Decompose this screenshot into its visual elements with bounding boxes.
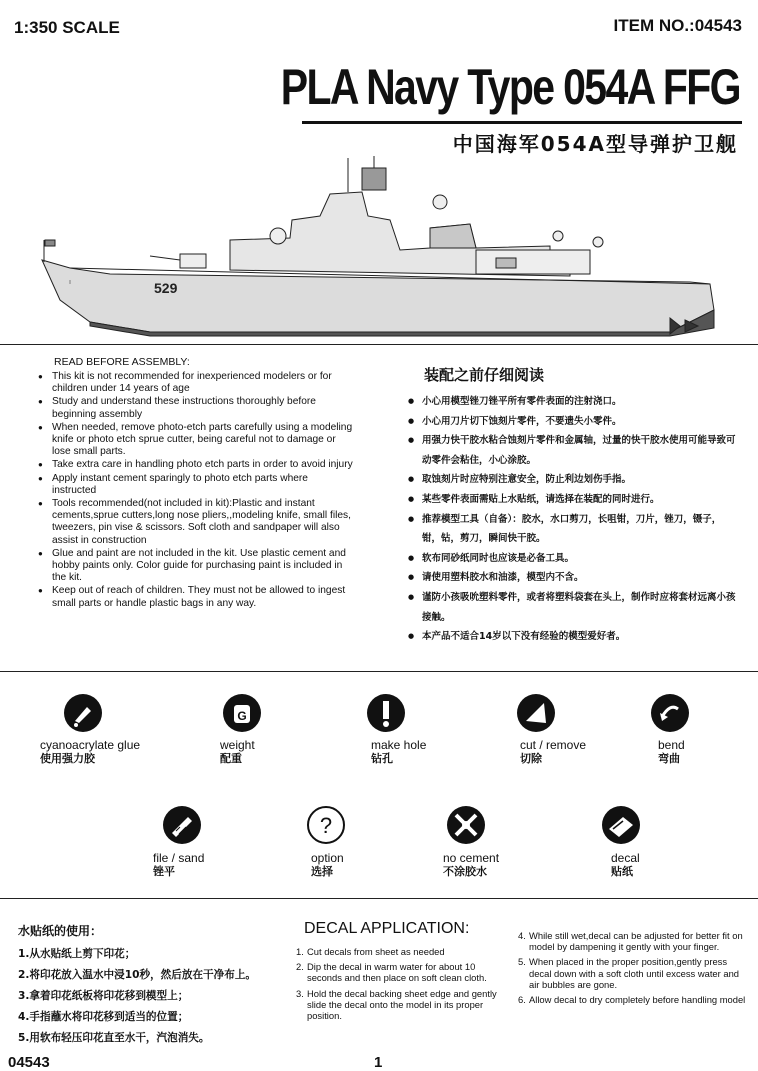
list-item: ● Glue and paint are not included in the kit. Use plastic cement and hobby paints only. Color guide for purchasing paint is included in the kit. [34,548,354,585]
list-item: ● 取蚀刻片时应特别注意安全，防止利边划伤手指。 [408,470,738,490]
list-item: 3.拿着印花纸板将印花移到模型上； [18,990,189,1002]
list-item: 5. When placed in the proper position,gently press decal down with a soft cloth until excess water and air bubbles are gone. [518,956,740,990]
decal-icon [601,805,641,850]
page-title: PLA Navy Type 054A FFG [280,59,740,115]
list-item: ● Keep out of reach of children. They must not be allowed to ingest small parts or handle plastic bags in any way. [34,585,354,609]
list-item: 5.用软布轻压印花直至水干，汽泡消失。 [18,1032,210,1044]
list-item: ● 某些零件表面需贴上水贴纸，请选择在装配的同时进行。 [408,490,738,510]
drill-icon [366,693,406,738]
list-item: ● When needed, remove photo-etch parts carefully using a modeling knife or photo etch sprue cutter, being careful not to damage or lose small parts. [34,422,354,459]
decal-title: DECAL APPLICATION: [304,920,470,937]
list-item: ● 本产品不适合14岁以下没有经验的模型爱好者。 [408,627,738,647]
svg-text:?: ? [319,813,333,838]
scale-label: 1:350 SCALE [14,18,120,37]
list-item: ● Take extra care in handling photo etch parts in order to avoid injury [34,459,354,471]
read-before-title-cn: 装配之前仔细阅读 [424,366,545,384]
list-item: 4.手指蘸水将印花移到适当的位置； [18,1011,189,1023]
svg-text:G: G [237,709,247,723]
item-number: ITEM NO.:04543 [613,16,742,35]
list-item: ● 小心用模型锉刀锉平所有零件表面的注射浇口。 [408,392,738,412]
title-underline [302,121,742,124]
list-item: ● 软布同砂纸同时也应该是必备工具。 [408,549,738,569]
bend-icon [650,693,690,738]
divider [0,898,758,899]
icon-label-weight: weight 配重 [220,738,255,765]
icon-label-no-cement: no cement 不涂胶水 [443,851,500,878]
icon-label-decal: decal 贴纸 [611,851,640,878]
list-item: ● Tools recommended(not included in kit):Plastic and instant cements,sprue cutters,long nose pliers,,modeling knife, small files, tweezers, pin vise & scissors. Soft cloth and sandpaper will also assist in construction [34,498,354,547]
icon-label-bend: bend 弯曲 [658,738,685,765]
option-icon [306,805,346,850]
list-item: 6. Allow decal to dry completely before handling model [518,994,746,1006]
list-item: ● This kit is not recommended for inexperienced modelers or for children under 14 years of age [34,371,354,395]
notes-en-list [34,371,354,611]
list-item: 2.将印花放入温水中浸10秒，然后放在干净布上。 [18,969,257,981]
hull-number: 529 [154,280,178,296]
list-item: ● 用强力快干胶水粘合蚀刻片零件和金属轴，过量的快干胶水使用可能导致可动零件会粘住，小心涂胶。 [408,431,738,470]
list-item: 3. Hold the decal backing sheet edge and gently slide the decal onto the model in its proper position. [296,987,497,1022]
no-cement-icon [446,805,486,850]
notes-cn-list [408,392,738,647]
weight-icon [222,693,262,738]
list-item: ● 请使用塑料胶水和油漆，模型内不含。 [408,568,738,588]
decal-en-list-2 [518,930,748,1009]
read-before-title: READ BEFORE ASSEMBLY: [54,356,190,368]
divider [0,344,758,345]
glue-icon [63,693,103,738]
list-item: 1.从水贴纸上剪下印花； [18,948,136,960]
ship-illustration [30,150,730,340]
list-item: 1. Cut decals from sheet as needed [296,946,445,957]
icon-label-glue: cyanoacrylate glue 使用强力胶 [40,738,141,765]
page-subtitle-cn: 中国海军054A型导弹护卫舰 [452,132,738,156]
footer-code: 04543 [8,1054,50,1071]
list-item: ● Study and understand these instructions thoroughly before beginning assembly [34,396,354,420]
decal-title-cn: 水贴纸的使用： [18,924,103,938]
icon-label-cut: cut / remove 切除 [520,738,587,765]
decal-cn-list [18,944,256,1049]
list-item: ● 谨防小孩吸吮塑料零件，或者将塑料袋套在头上，制作时应将套材远离小孩接触。 [408,588,738,627]
list-item: 2. Dip the decal in warm water for about 10 seconds and then place on soft clean cloth. [296,961,487,984]
list-item: ● 小心用刀片切下蚀刻片零件，不要遗失小零件。 [408,412,738,432]
icon-label-option: option 选择 [311,851,344,878]
decal-en-list-1 [296,946,504,1025]
list-item: ● 推荐模型工具（自备）：胶水，水口剪刀，长咀钳，刀片，锉刀，镊子，钳，钻，剪刀，瞬间快干胶。 [408,510,738,549]
icon-label-file: file / sand 锉平 [153,851,205,878]
page-number: 1 [374,1054,383,1071]
divider [0,671,758,672]
cut-icon [516,693,556,738]
file-icon [162,805,202,850]
list-item: 4. While still wet,decal can be adjusted for better fit on model by dampening it gently with your finger. [518,930,743,953]
list-item: ● Apply instant cement sparingly to photo etch parts where instructed [34,473,354,497]
icon-label-hole: make hole 钻孔 [371,738,427,765]
